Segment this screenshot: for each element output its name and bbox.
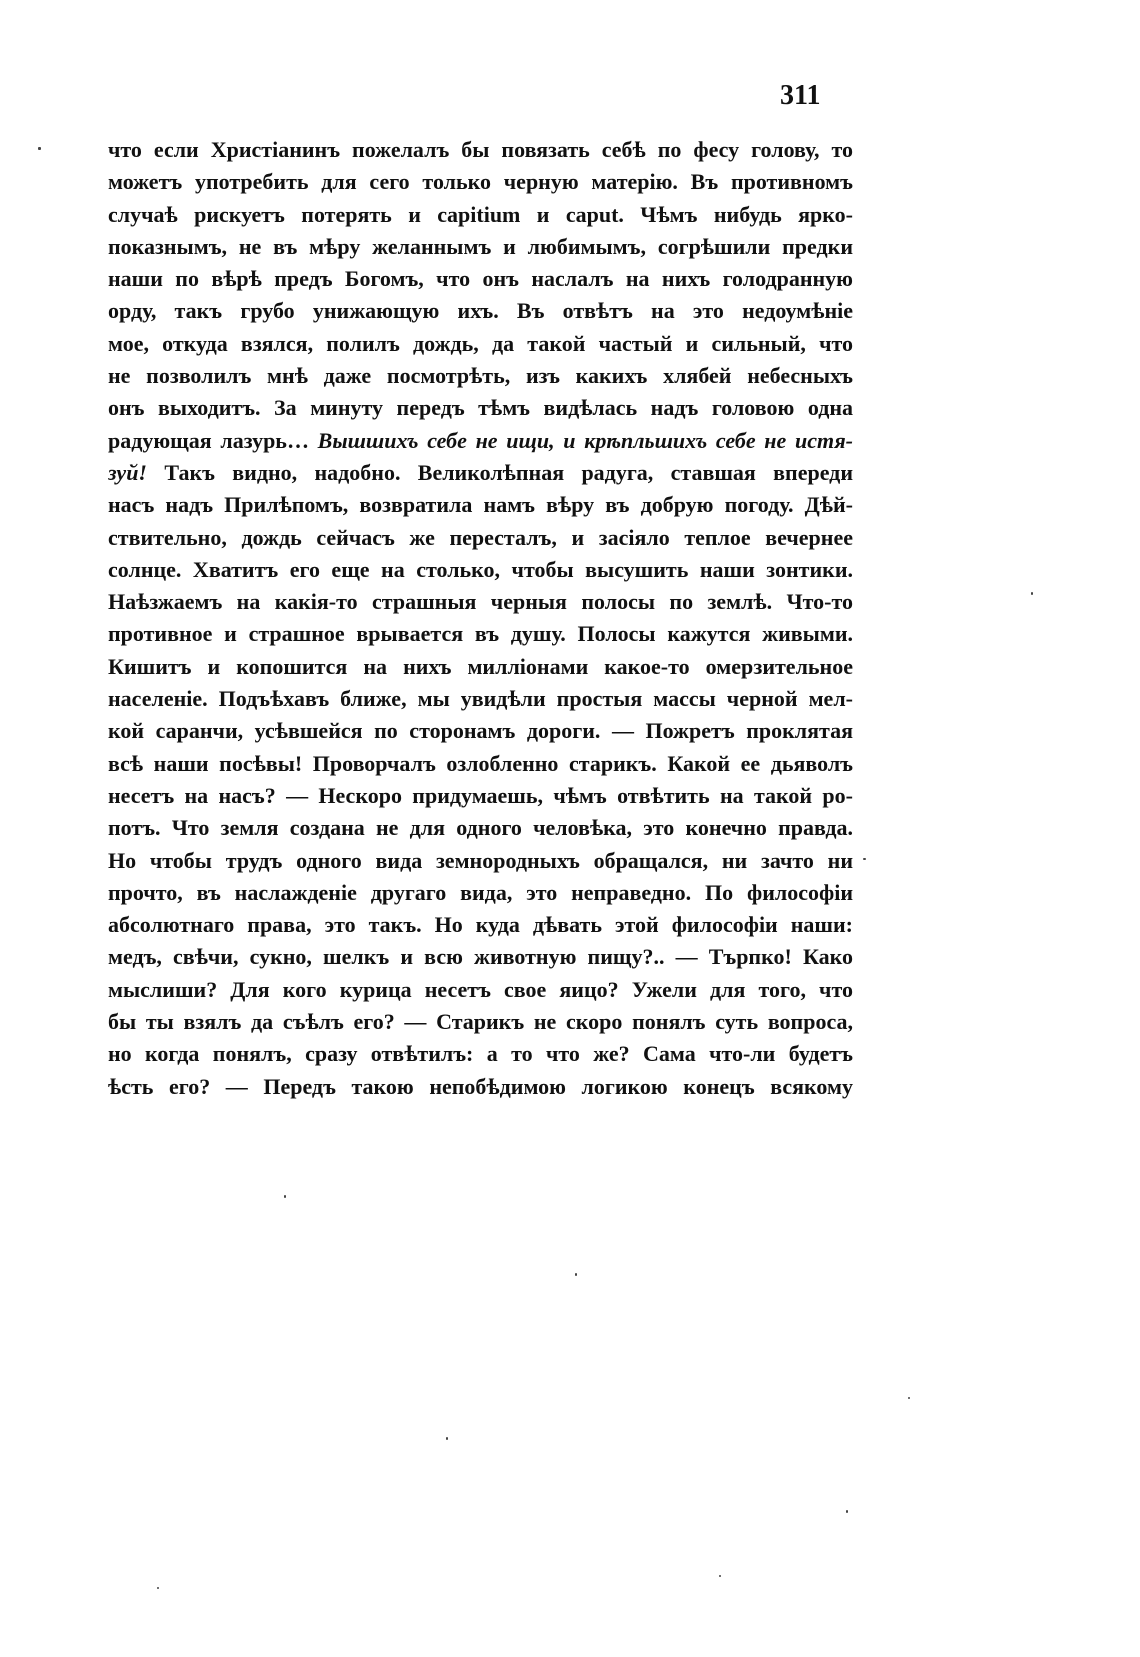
text-segment: мое, откуда взялся, полилъ дождь, да такой частый и сильный, что — [108, 330, 853, 356]
text-line — [108, 618, 853, 650]
text-segment: потъ. Что земля создана не для одного человѣка, это конечно правда. — [108, 815, 853, 841]
text-line — [108, 683, 853, 715]
text-line — [108, 877, 853, 909]
text-segment: что если Христіанинъ пожелалъ бы повязать себѣ по фесу голову, то — [108, 137, 853, 162]
text-segment: наши по вѣрѣ предъ Богомъ, что онъ наслалъ на нихъ голодранную — [108, 266, 853, 292]
text-line — [108, 489, 853, 521]
text-line — [108, 554, 853, 586]
text-line — [108, 166, 853, 198]
body-text — [108, 134, 853, 1103]
text-segment: Кишитъ и копошится на нихъ милліонами какое-то омерзительное — [108, 653, 853, 679]
scan-speck — [719, 1575, 721, 1577]
text-segment: бы ты взялъ да съѣлъ его? — Старикъ не скоро понялъ суть вопроса, — [108, 1009, 853, 1035]
scan-speck — [38, 147, 41, 150]
text-line — [108, 1006, 853, 1038]
text-segment: орду, такъ грубо унижающую ихъ. Въ отвѣтъ на это недоумѣніе — [108, 298, 853, 324]
text-line — [108, 231, 853, 263]
text-segment: Вышшихъ себе не ищи, и крѣпльшихъ себе не истя- — [317, 427, 853, 453]
text-segment: онъ выходитъ. За минуту передъ тѣмъ видѣлась надъ головою одна — [108, 395, 853, 421]
text-line — [108, 974, 853, 1006]
text-line — [108, 1071, 853, 1103]
text-segment: кой саранчи, усѣвшейся по сторонамъ дороги. — Пожретъ проклятая — [108, 718, 853, 744]
text-line — [108, 457, 853, 489]
text-segment: противное и страшное врывается въ душу. Полосы кажутся живыми. — [108, 621, 853, 647]
text-line — [108, 392, 853, 424]
scan-speck — [284, 1195, 286, 1198]
text-line — [108, 328, 853, 360]
text-line — [108, 263, 853, 295]
text-segment: но когда понялъ, сразу отвѣтилъ: а то что же? Сама что-ли будетъ — [108, 1041, 853, 1067]
text-segment: можетъ употребить для сего только черную матерію. Въ противномъ — [108, 169, 853, 195]
text-segment: населеніе. Подъѣхавъ ближе, мы увидѣли простыя массы черной мел- — [108, 686, 853, 712]
page-number: 311 — [780, 80, 821, 111]
text-segment: солнце. Хватитъ его еще на столько, чтобы высушить наши зонтики. — [108, 556, 853, 582]
scan-speck — [446, 1437, 448, 1440]
text-line — [108, 780, 853, 812]
text-line — [108, 941, 853, 973]
text-line — [108, 134, 853, 166]
scan-speck — [846, 1510, 848, 1513]
text-line — [108, 1038, 853, 1070]
text-segment: Но чтобы трудъ одного вида земнородныхъ обращался, ни зачто ни — [108, 847, 853, 873]
text-segment: случаѣ рискуетъ потерять и capitium и caput. Чѣмъ нибудь ярко- — [108, 201, 853, 227]
text-segment: показнымъ, не въ мѣру желаннымъ и любимымъ, согрѣшили предки — [108, 233, 853, 259]
text-segment: ѣсть его? — Передъ такою непобѣдимою логикою конецъ всякому — [108, 1073, 853, 1099]
text-line — [108, 909, 853, 941]
text-line — [108, 360, 853, 392]
scan-speck — [575, 1273, 577, 1276]
text-line — [108, 425, 853, 457]
text-segment: прочто, въ наслажденіе другаго вида, это неправедно. По философіи — [108, 879, 853, 905]
text-segment: несетъ на насъ? — Нескоро придумаешь, чѣмъ отвѣтить на такой ро- — [108, 782, 853, 808]
text-segment: всѣ наши посѣвы! Проворчалъ озлобленно старикъ. Какой ее дьяволъ — [108, 750, 853, 776]
text-line — [108, 651, 853, 683]
text-line — [108, 812, 853, 844]
text-line — [108, 586, 853, 618]
text-line — [108, 295, 853, 327]
text-segment: радующая лазурь… — [108, 427, 318, 453]
text-segment: мыслиши? Для кого курица несетъ свое яицо? Ужели для того, что — [108, 976, 853, 1002]
text-segment: медъ, свѣчи, сукно, шелкъ и всю животную пищу?.. — Търпко! Како — [108, 944, 853, 970]
scan-speck — [157, 1587, 159, 1589]
text-segment: не позволилъ мнѣ даже посмотрѣть, изъ какихъ хлябей небесныхъ — [108, 363, 853, 389]
text-line — [108, 845, 853, 877]
text-segment: Такъ видно, надобно. Великолѣпная радуга, ставшая впереди — [147, 459, 853, 485]
text-segment: зуй! — [108, 459, 147, 485]
text-segment: насъ надъ Прилѣпомъ, возвратила намъ вѣру въ добрую погоду. Дѣй- — [108, 492, 853, 518]
text-line — [108, 748, 853, 780]
text-segment: Наѣзжаемъ на какія-то страшныя черныя полосы по землѣ. Что-то — [108, 589, 853, 615]
text-line — [108, 715, 853, 747]
text-line — [108, 522, 853, 554]
text-segment: абсолютнаго права, это такъ. Но куда дѣвать этой философіи наши: — [108, 912, 853, 938]
text-segment: ствительно, дождь сейчасъ же пересталъ, и засіяло теплое вечернее — [108, 524, 853, 550]
scan-speck — [863, 858, 866, 860]
scan-speck — [908, 1397, 910, 1399]
text-line — [108, 199, 853, 231]
scan-speck — [1031, 592, 1033, 595]
